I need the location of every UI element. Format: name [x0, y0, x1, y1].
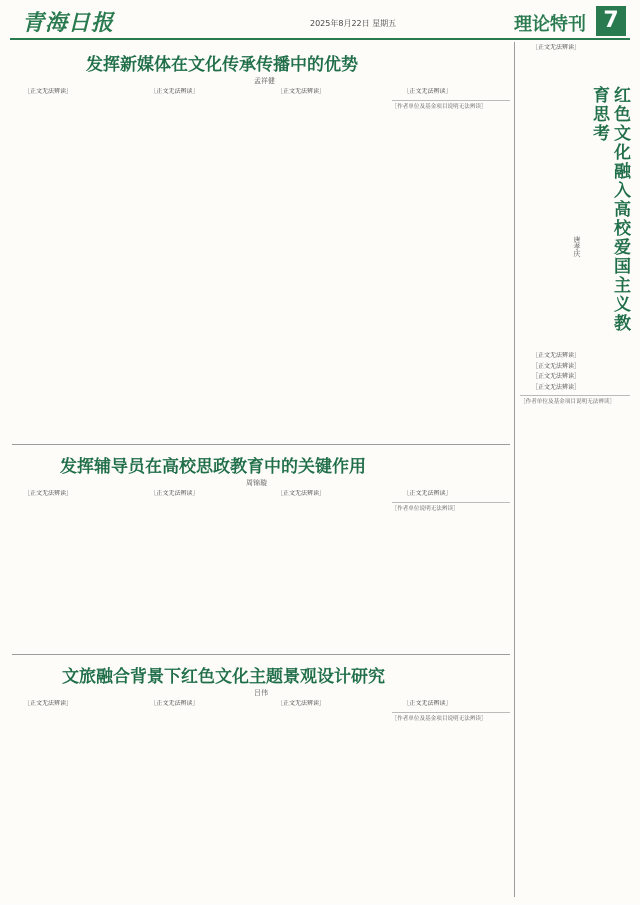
- article-column: [265, 490, 384, 648]
- article-paragraph: ［正文无法辨读］: [532, 383, 581, 391]
- sidebar-byline: 唐孝庆: [573, 236, 581, 257]
- article-column: [520, 352, 630, 896]
- vertical-divider: [514, 42, 515, 897]
- newspaper-logo: 青海日报: [22, 10, 115, 36]
- article-column: [392, 490, 511, 648]
- article-column: [12, 700, 131, 896]
- article-column: [392, 88, 511, 440]
- article-paragraph: ［正文无法辨读］: [277, 490, 326, 497]
- article-paragraph: ［正文无法辨读］: [403, 88, 452, 95]
- sidebar-intro: [520, 44, 630, 84]
- article-paragraph: ［正文无法辨读］: [150, 490, 199, 497]
- article-note: ［作者单位及基金项目说明无法辨读］: [392, 712, 511, 724]
- sidebar-title: 红色文化融入高校爱国主义教育思考: [589, 86, 630, 333]
- article-note: ［作者单位说明无法辨读］: [392, 502, 511, 514]
- article-paragraph: ［正文无法辨读］: [403, 490, 452, 497]
- article-column: [12, 490, 131, 648]
- article-paragraph: ［正文无法辨读］: [24, 88, 73, 95]
- article-body: [12, 490, 510, 648]
- sidebar-body: [520, 352, 630, 896]
- article-paragraph: ［正文无法辨读］: [403, 700, 452, 707]
- article-column: [265, 88, 384, 440]
- article-paragraph: ［正文无法辨读］: [532, 352, 581, 359]
- article-paragraph: ［正文无法辨读］: [277, 88, 326, 95]
- article-column: [139, 490, 258, 648]
- article-column: [265, 700, 384, 896]
- article-column: [520, 44, 630, 84]
- article-byline: 吕伟: [254, 689, 268, 697]
- article-note: ［作者单位及基金项目说明无法辨读］: [392, 100, 511, 112]
- article-byline: 孟祥健: [254, 77, 275, 85]
- article-paragraph: ［正文无法辨读］: [532, 373, 581, 381]
- horizontal-divider: [12, 654, 510, 655]
- article-paragraph: ［正文无法辨读］: [532, 44, 581, 51]
- article-paragraph: ［正文无法辨读］: [24, 490, 73, 497]
- article-paragraph: ［正文无法辨读］: [532, 362, 581, 370]
- article-note: ［作者单位及基金项目说明无法辨读］: [520, 395, 630, 407]
- article-headline: 发挥辅导员在高校思政教育中的关键作用: [60, 457, 366, 477]
- article-column: [12, 88, 131, 440]
- issue-date: 2025年8月22日 星期五: [310, 19, 397, 28]
- article-column: [392, 700, 511, 896]
- article-paragraph: ［正文无法辨读］: [24, 700, 73, 707]
- article-headline: 文旅融合背景下红色文化主题景观设计研究: [62, 667, 385, 687]
- article-paragraph: ［正文无法辨读］: [150, 88, 199, 95]
- article-body: [12, 88, 510, 440]
- article-body: [12, 700, 510, 896]
- masthead: [10, 4, 630, 40]
- article-column: [139, 700, 258, 896]
- article-paragraph: ［正文无法辨读］: [277, 700, 326, 707]
- article-paragraph: ［正文无法辨读］: [150, 700, 199, 707]
- article-column: [139, 88, 258, 440]
- page-number: 7: [596, 6, 626, 36]
- article-headline: 发挥新媒体在文化传承传播中的优势: [86, 55, 358, 75]
- article-byline: 周锦璇: [246, 479, 267, 487]
- sidebar-title-block: [530, 86, 630, 346]
- section-name: 理论特刊: [514, 14, 586, 35]
- horizontal-divider: [12, 444, 510, 445]
